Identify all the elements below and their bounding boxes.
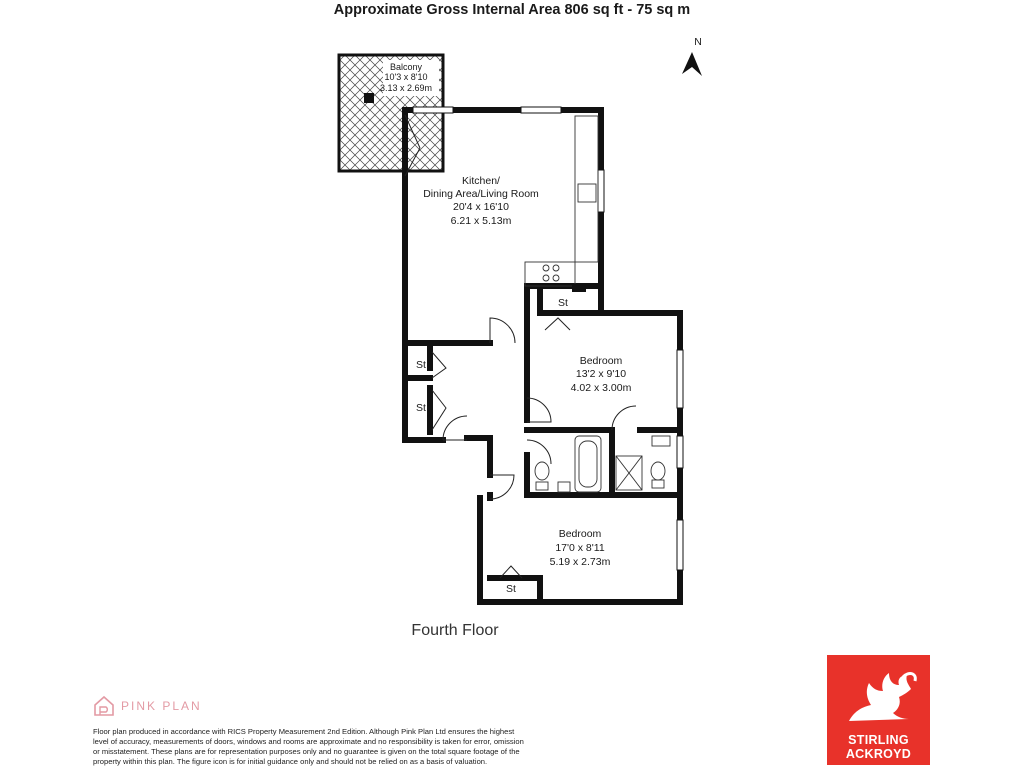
disclaimer-line: Floor plan produced in accordance with RICS Property Measurement 2nd Edition. Although Pink Plan Ltd ensures the highest <box>93 727 515 736</box>
bedroom1-name: Bedroom <box>579 355 623 367</box>
toilet-icon <box>535 462 549 480</box>
storage-label: St <box>416 359 426 371</box>
stirling-ackroyd-logo <box>827 655 930 765</box>
kitchen-name-line1: Kitchen/ <box>462 175 500 187</box>
sink-icon <box>578 184 596 202</box>
floor-label: Fourth Floor <box>411 622 499 639</box>
kitchen-label <box>423 175 539 227</box>
storage-label: St <box>558 297 568 309</box>
north-arrow-icon <box>682 52 702 76</box>
kitchen-counter <box>575 116 598 262</box>
page-title: Approximate Gross Internal Area 806 sq ft - 75 sq m <box>333 2 691 18</box>
bedroom2-name: Bedroom <box>558 528 602 540</box>
brand-line1: STIRLING <box>848 733 909 747</box>
pink-plan-logo <box>93 694 202 718</box>
compass <box>682 36 702 76</box>
disclaimer <box>93 727 613 767</box>
hob-icon <box>543 265 549 271</box>
boiler <box>572 284 586 292</box>
pink-plan-name: PINK PLAN <box>121 699 202 713</box>
storage-label: St <box>506 583 516 595</box>
basin-icon <box>652 436 670 446</box>
bedroom2-label <box>550 528 611 568</box>
pink-plan-house-icon <box>93 695 115 717</box>
balcony-name: Balcony <box>389 62 423 72</box>
walls <box>405 110 680 602</box>
bedroom2-imperial: 17'0 x 8'11 <box>555 542 605 554</box>
windows <box>413 107 683 570</box>
balcony-imperial: 10'3 x 8'10 <box>384 72 428 82</box>
brand-line2: ACKROYD <box>845 747 912 761</box>
compass-label: N <box>694 36 702 48</box>
bedroom1-metric: 4.02 x 3.00m <box>570 382 632 394</box>
storage-label: St <box>416 402 426 414</box>
toilet-icon <box>651 462 665 480</box>
kitchen-name-line2: Dining Area/Living Room <box>423 188 539 200</box>
basin-icon <box>558 482 570 492</box>
kitchen-counter-corner <box>525 262 575 286</box>
disclaimer-line: or misstatement. These plans are for representation purposes only and no guarantee is given on the total square footage of the <box>93 747 520 756</box>
griffin-icon <box>827 655 930 733</box>
kitchen-metric: 6.21 x 5.13m <box>450 215 512 227</box>
bedroom1-imperial: 13'2 x 9'10 <box>575 368 627 380</box>
bedroom1-label <box>571 355 632 394</box>
disclaimer-line: level of accuracy, measurements of doors, windows and rooms are approximate and no responsibility is taken for error, omission <box>93 737 524 746</box>
balcony-post <box>364 93 374 103</box>
disclaimer-line: property within this plan. The figure icon is for initial guidance only and should not be relied on as a basis of valuation. <box>93 757 488 766</box>
balcony-metric: 3.13 x 2.69m <box>379 83 433 93</box>
kitchen-imperial: 20'4 x 16'10 <box>453 201 509 213</box>
bedroom2-metric: 5.19 x 2.73m <box>549 556 611 568</box>
